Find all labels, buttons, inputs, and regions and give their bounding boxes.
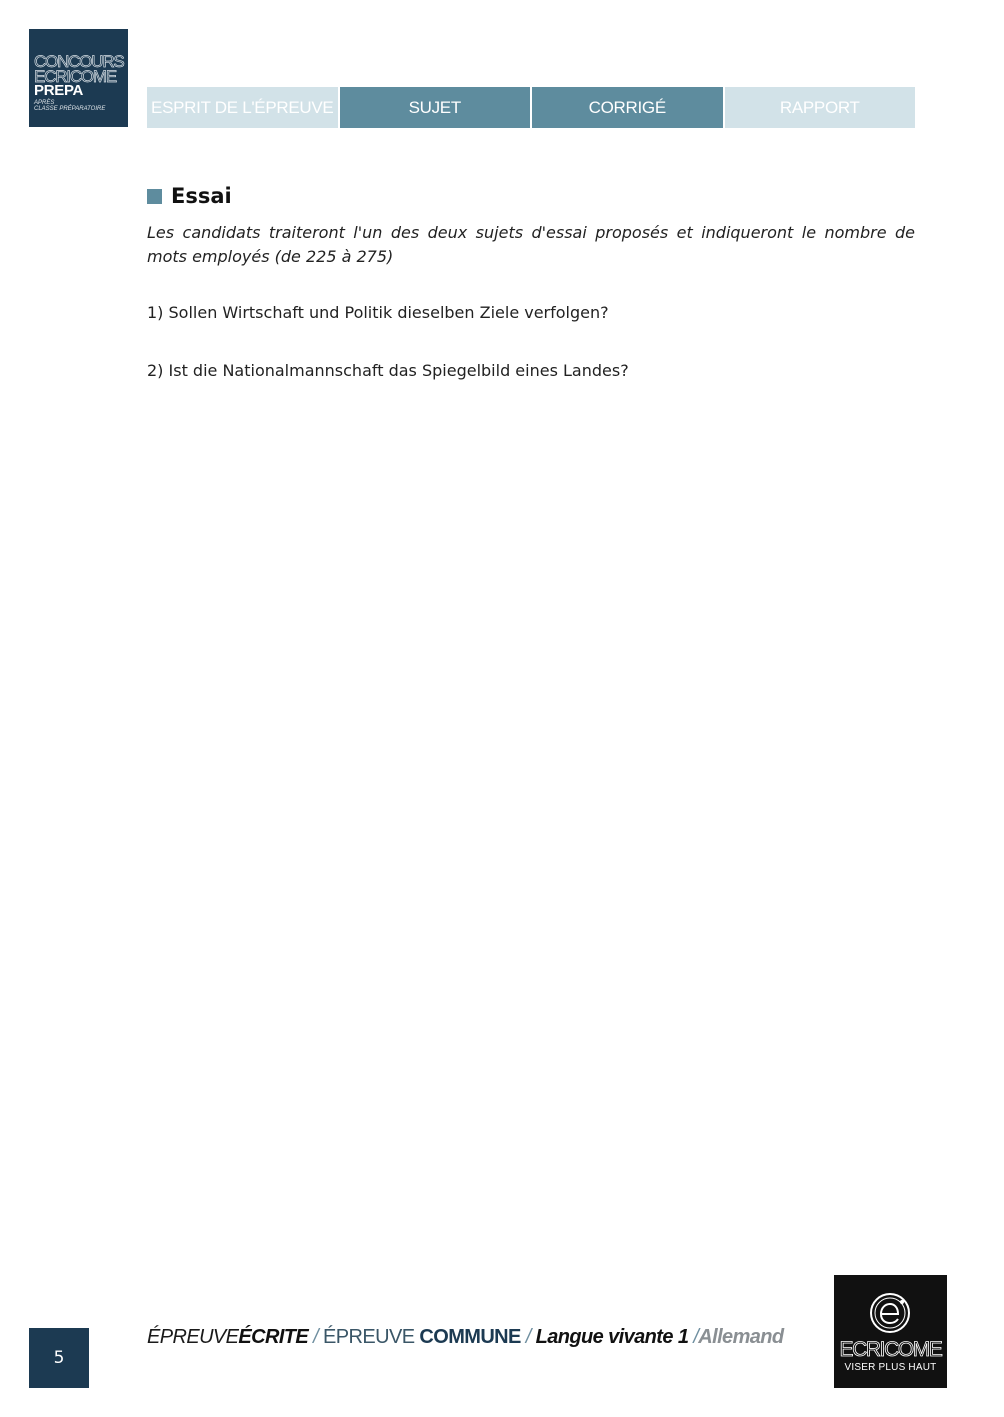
footer-title [147,1326,784,1349]
section-heading [147,184,232,208]
section-title: Essai [171,184,232,208]
brand-name: ECRICOME [839,1338,942,1361]
logo-line-ecricome: ECRICOME [34,67,117,86]
ecricome-e-icon [868,1291,912,1335]
footer-epreuve-2: ÉPREUVE [323,1326,415,1348]
footer-commune: COMMUNE [419,1326,521,1348]
section-tabs [147,87,915,128]
essay-question-2: 2) Ist die Nationalmannschaft das Spiegelbild eines Landes? [147,361,629,380]
tab-esprit[interactable]: ESPRIT DE L'ÉPREUVE [147,87,338,128]
brand-tagline: VISER PLUS HAUT [844,1362,937,1373]
tab-sujet[interactable]: SUJET [340,87,531,128]
square-bullet-icon [147,189,162,204]
essay-instructions: Les candidats traiteront l'un des deux sujets d'essai proposés et indiqueront le nombre de mots employés (de 225 à 275) [147,223,915,266]
footer-langue: Langue vivante 1 [535,1326,689,1348]
footer-separator: / [693,1326,699,1348]
page-number: 5 [29,1328,89,1388]
logo-line-concours: CONCOURS [34,52,124,71]
tab-rapport[interactable]: RAPPORT [725,87,916,128]
logo-line-classe: CLASSE PRÉPARATOIRE [34,106,106,112]
logo-line-apres: APRÈS [34,100,55,106]
tab-corrige[interactable]: CORRIGÉ [532,87,723,128]
footer-separator: / [313,1326,319,1348]
footer-ecrite: ÉCRITE [238,1326,309,1348]
footer-separator: / [525,1326,531,1348]
logo-line-prepa: PREPA [34,82,84,99]
essay-question-1: 1) Sollen Wirtschaft und Politik dieselben Ziele verfolgen? [147,303,609,322]
concours-logo [29,29,128,127]
footer-epreuve: ÉPREUVE [147,1326,239,1348]
footer-allemand: Allemand [698,1326,784,1348]
ecricome-brand-logo [834,1275,947,1388]
